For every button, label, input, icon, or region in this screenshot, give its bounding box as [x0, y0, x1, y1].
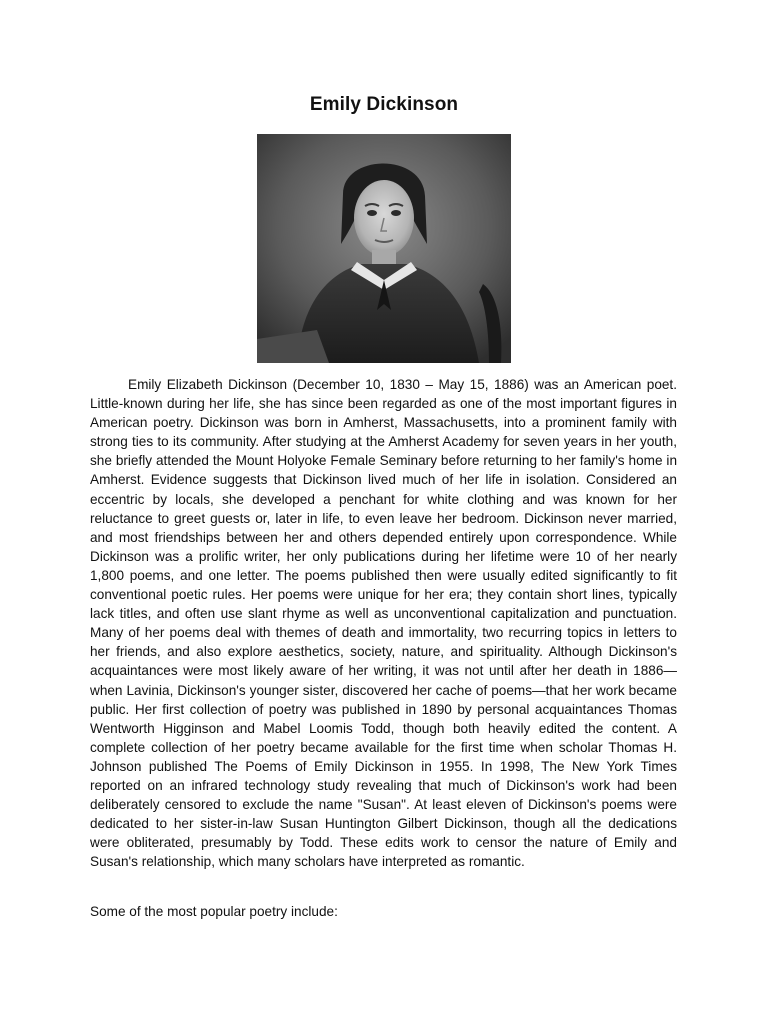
closing-line: Some of the most popular poetry include:	[90, 904, 338, 919]
page-title: Emily Dickinson	[309, 94, 459, 115]
biography-paragraph: Emily Elizabeth Dickinson (December 10, 1830 – May 15, 1886) was an American poet. Little-known during her life, she has since been regarded as one of the most important figures in American poetry. Dickinson was born in Amherst, Massachusetts, into a prominent family with strong ties to its community. After studying at the Amherst Academy for seven years in her youth, she briefly attended the Mount Holyoke Female Seminary before returning to her family's home in Amherst. Evidence suggests that Dickinson lived much of her life in isolation. Considered an eccentric by locals, she developed a penchant for white clothing and was known for her reluctance to greet guests or, later in life, to even leave her bedroom. Dickinson never married, and most friendships between her and others depended entirely upon correspondence. While Dickinson was a prolific writer, her only publications during her lifetime were 10 of her nearly 1,800 poems, and one letter. The poems published then were usually edited significantly to fit conventional poetic rules. Her poems were unique for her era; they contain short lines, typically lack titles, and often use slant rhyme as well as unconventional capitalization and punctuation. Many of her poems deal with themes of death and immortality, two recurring topics in letters to her friends, and also explore aesthetics, society, nature, and spirituality. Although Dickinson's acquaintances were most likely aware of her writing, it was not until after her death in 1886—when Lavinia, Dickinson's younger sister, discovered her cache of poems—that her work became public. Her first collection of poetry was published in 1890 by personal acquaintances Thomas Wentworth Higginson and Mabel Loomis Todd, though both heavily edited the content. A complete collection of her poetry became available for the first time when scholar Thomas H. Johnson published The Poems of Emily Dickinson in 1955. In 1998, The New York Times reported on an infrared technology study revealing that much of Dickinson's work had been deliberately censored to exclude the name "Susan". At least eleven of Dickinson's poems were dedicated to her sister-in-law Susan Huntington Gilbert Dickinson, though all the dedications were obliterated, presumably by Todd. These edits work to censor the nature of Emily and Susan's relationship, which many scholars have interpreted as romantic.	[90, 377, 677, 870]
portrait-photo	[257, 134, 511, 363]
